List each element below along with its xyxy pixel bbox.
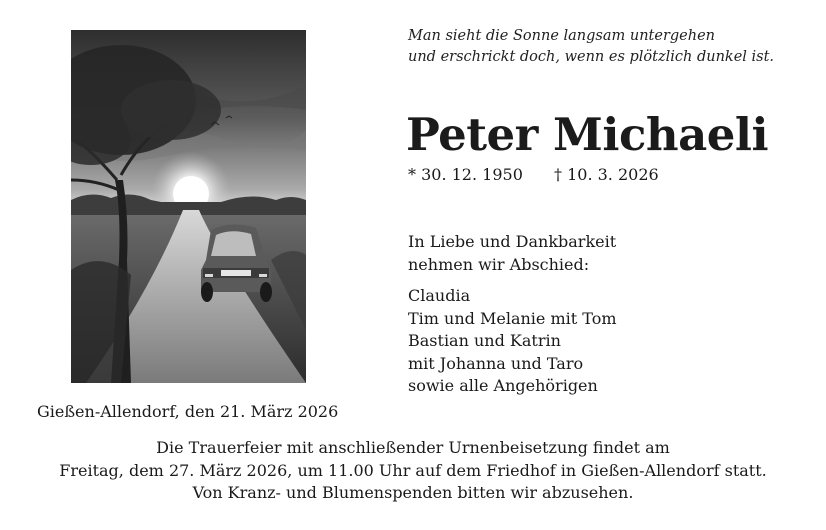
mourner-entry: sowie alle Angehörigen: [408, 376, 598, 395]
birth-date: * 30. 12. 1950: [408, 165, 523, 184]
sunset-road-car-image: [71, 30, 306, 383]
service-line-2: Freitag, dem 27. März 2026, um 11.00 Uhr auf dem Friedhof in Gießen-Allendorf statt.: [59, 460, 767, 480]
farewell-text: [408, 231, 616, 276]
life-dates: [408, 164, 659, 186]
mourner-entry: Claudia: [408, 286, 471, 305]
quote-line-2: und erschrickt doch, wenn es plötzlich dunkel ist.: [408, 49, 775, 65]
service-line-1: Die Trauerfeier mit anschließender Urnenbeisetzung findet am: [156, 438, 670, 457]
farewell-line-1: In Liebe und Dankbarkeit: [408, 232, 617, 251]
place-and-date: Gießen-Allendorf, den 21. März 2026: [37, 402, 339, 421]
memorial-photo: [71, 30, 306, 383]
mourners-list: [408, 285, 617, 398]
mourner-entry: Tim und Melanie mit Tom: [408, 308, 617, 328]
epitaph-quote: [408, 26, 808, 68]
farewell-line-2: nehmen wir Abschied:: [408, 254, 590, 274]
death-date: † 10. 3. 2026: [554, 165, 659, 184]
mourner-entry: mit Johanna und Taro: [408, 353, 584, 373]
mourner-entry: Bastian und Katrin: [408, 331, 561, 350]
quote-line-1: Man sieht die Sonne langsam untergehen: [408, 28, 715, 44]
deceased-name: Peter Michaeli: [406, 108, 769, 161]
service-line-3: Von Kranz- und Blumenspenden bitten wir abzusehen.: [192, 483, 634, 502]
funeral-service-notice: [0, 437, 826, 505]
